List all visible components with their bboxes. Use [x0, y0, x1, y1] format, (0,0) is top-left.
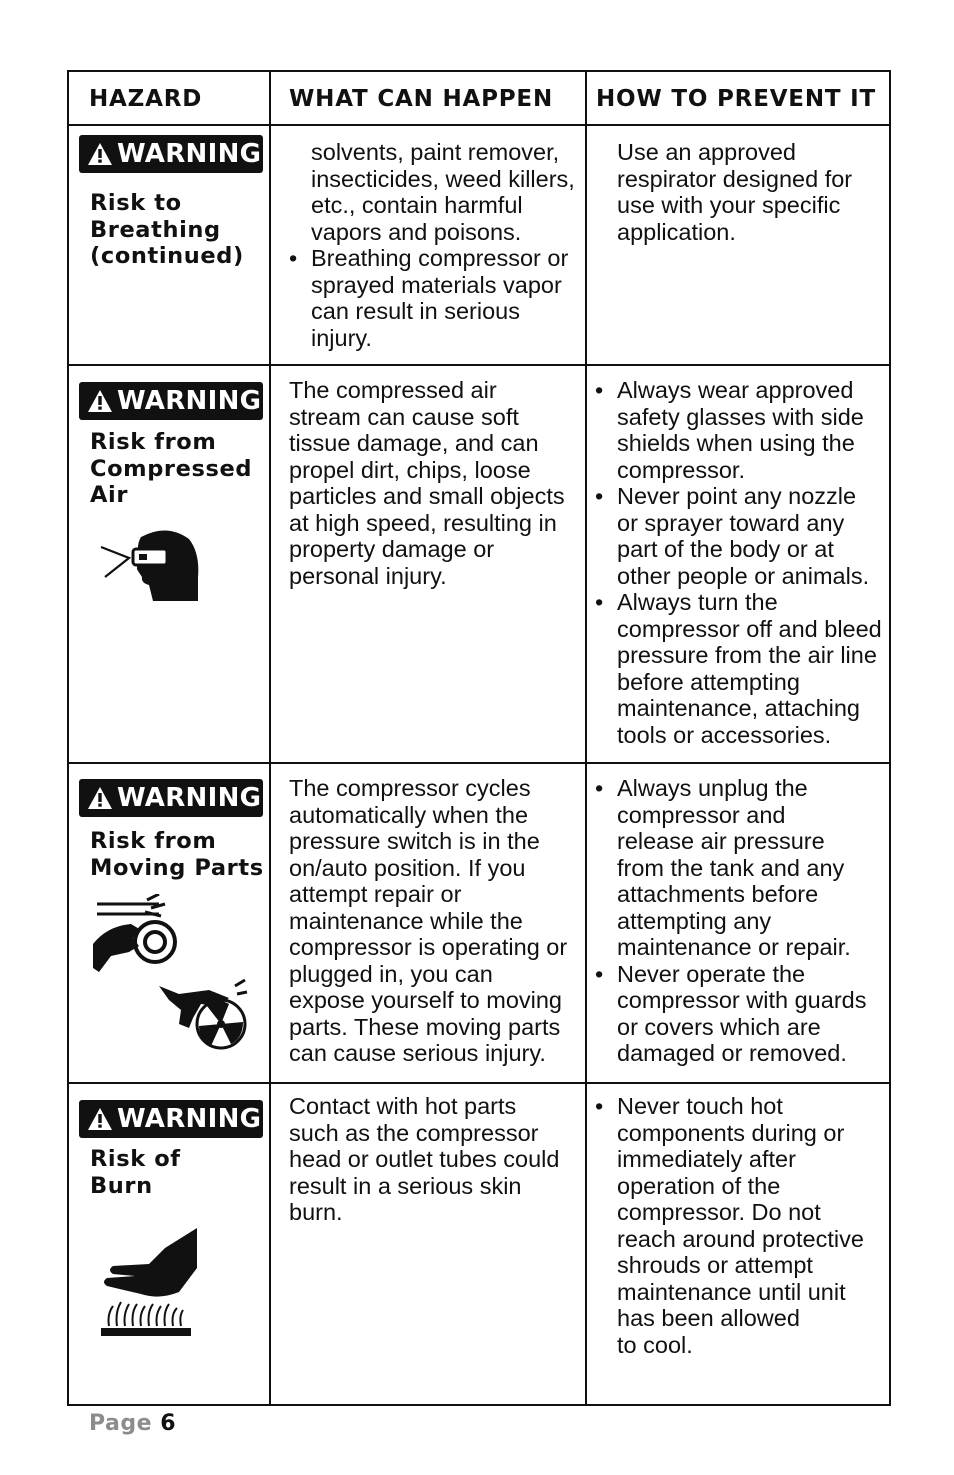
- list-item: • Never point any nozzle or sprayer toward any part of the body or at other people or animals.: [587, 483, 889, 589]
- how-to-prevent-cell: [587, 139, 887, 245]
- warning-label: [79, 135, 263, 173]
- alert-triangle-icon: [87, 786, 113, 810]
- warning-text: WARNING: [117, 386, 262, 416]
- row-divider: [69, 762, 889, 764]
- alert-triangle-icon: [87, 389, 113, 413]
- list-item: • Always turn the compressor off and bleed pressure from the air line before attempting maintenance, attaching tools or accessories.: [587, 589, 889, 748]
- what-continued-text: solvents, paint remover, insecticides, weed killers, etc., contain harmful vapors and poisons.: [311, 139, 575, 245]
- hazard-title: Risk from Moving Parts: [90, 828, 264, 881]
- page-footer: [89, 1411, 176, 1436]
- warning-label: [79, 382, 263, 420]
- hazard-title: Risk to Breathing (continued): [90, 190, 244, 269]
- warning-text: WARNING: [117, 139, 262, 169]
- header-hazard: HAZARD: [89, 86, 203, 112]
- header-how-to-prevent: HOW TO PREVENT IT: [596, 86, 877, 112]
- what-text: The compressed air stream can cause soft tissue damage, and can propel dirt, chips, loose particles and small objects at high speed, resulting in property damage or personal injury.: [289, 377, 565, 589]
- how-to-prevent-cell: [587, 1093, 889, 1358]
- list-item: • Never operate the compressor with guards or covers which are damaged or removed.: [587, 961, 889, 1067]
- header-what-can-happen: WHAT CAN HAPPEN: [289, 86, 553, 112]
- row-divider: [69, 1082, 889, 1084]
- what-can-happen-cell: [289, 775, 583, 1067]
- how-to-prevent-cell: [587, 377, 889, 748]
- how-to-prevent-cell: [587, 775, 889, 1067]
- alert-triangle-icon: [87, 142, 113, 166]
- warning-label: [79, 1100, 263, 1138]
- prevent-text: Use an approved respirator designed for use with your specific application.: [617, 139, 853, 245]
- warning-text: WARNING: [117, 1104, 262, 1134]
- column-divider: [269, 72, 271, 1404]
- alert-triangle-icon: [87, 1107, 113, 1131]
- what-text: The compressor cycles automatically when the pressure switch is in the on/auto position. If you attempt repair or maintenance while the compressor is operating or plugged in, you can expose yourself to moving parts. These moving parts can cause serious injury.: [289, 775, 568, 1066]
- row-divider: [69, 124, 889, 126]
- warning-label: [79, 779, 263, 817]
- safety-goggles-icon: [99, 527, 203, 605]
- list-item: • Always unplug the compressor and release air pressure from the tank and any attachments before attempting any maintenance or repair.: [587, 775, 889, 961]
- list-item: • Breathing compressor or sprayed materials vapor can result in serious injury.: [281, 245, 581, 351]
- hazard-title: Risk of Burn: [90, 1146, 181, 1199]
- what-text: Contact with hot parts such as the compressor head or outlet tubes could result in a serious skin burn.: [289, 1093, 560, 1225]
- page-label: Page: [89, 1411, 153, 1436]
- what-can-happen-cell: [289, 377, 583, 589]
- hot-surface-icon: [99, 1224, 199, 1340]
- row-divider: [69, 364, 889, 366]
- list-item: • Never touch hot components during or immediately after operation of the compressor. Do not reach around protective shrouds or attempt maintenance until unit has been allowed to cool.: [587, 1093, 889, 1358]
- what-can-happen-cell: [289, 1093, 583, 1226]
- hazard-title: Risk from Compressed Air: [90, 429, 253, 508]
- page-number: 6: [160, 1411, 177, 1436]
- hazard-table: [67, 70, 891, 1406]
- warning-text: WARNING: [117, 783, 262, 813]
- what-can-happen-cell: [281, 139, 581, 351]
- list-item: • Always wear approved safety glasses with side shields when using the compressor.: [587, 377, 889, 483]
- moving-parts-icon: [89, 894, 249, 1064]
